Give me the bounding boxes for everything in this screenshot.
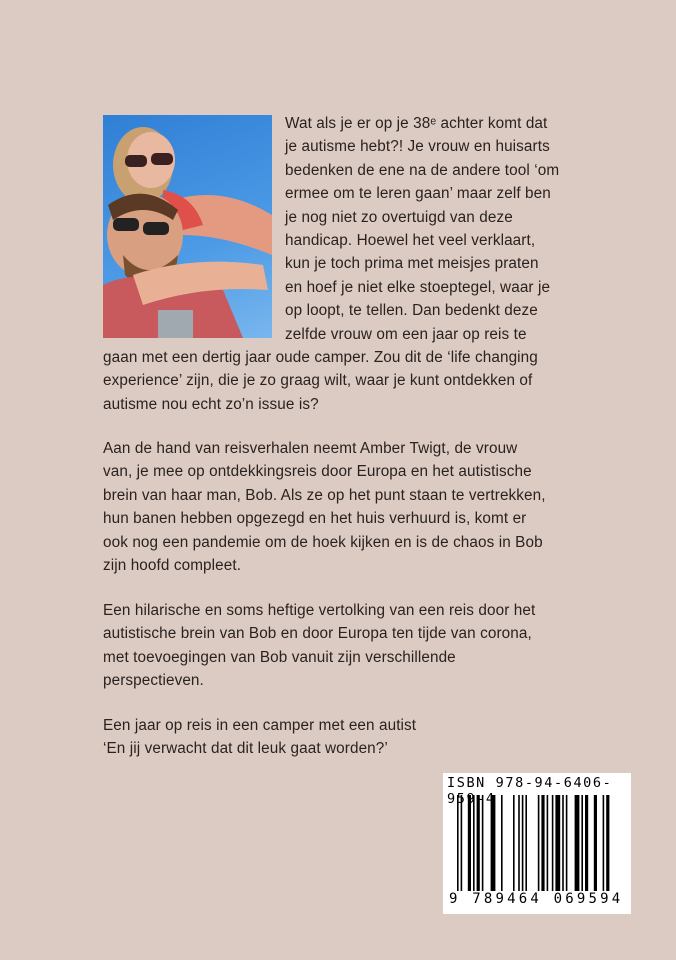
barcode-bar — [473, 795, 475, 893]
text-line: autistische brein van Bob en door Europa ten tijde van corona, — [103, 625, 532, 643]
barcode-bar — [552, 795, 554, 893]
barcode-bar — [547, 795, 549, 893]
barcode-bar — [585, 795, 588, 893]
barcode-bar — [603, 795, 605, 893]
barcode-bar — [491, 795, 496, 893]
text-line: Wat als je er op je 38ᵉ achter komt dat — [285, 115, 548, 132]
text-line: kun je toch prima met meisjes praten — [285, 255, 539, 273]
barcode-bar — [594, 795, 597, 893]
text-line: ook nog een pandemie om de hoek kijken en is de chaos in Bob — [103, 533, 543, 551]
text-line: en hoef je niet elke stoeptegel, waar je — [285, 278, 551, 296]
barcode-bar — [461, 795, 463, 905]
barcode-bar — [457, 795, 459, 905]
barcode-bar — [501, 795, 503, 893]
text-line: Een hilarische en soms heftige vertolking van een reis door het — [103, 602, 536, 619]
text-line: Aan de hand van reisverhalen neemt Amber Twigt, de vrouw — [103, 440, 518, 457]
text-line: perspectieven. — [103, 672, 204, 690]
barcode-bar — [525, 795, 527, 893]
text-line: ‘En jij verwacht dat dit leuk gaat worden?’ — [103, 740, 388, 758]
text-line: zijn hoofd compleet. — [103, 557, 242, 574]
text-line: je nog niet zo overtuigd van deze — [285, 208, 513, 226]
text-line: experience’ zijn, die je zo graag wilt, waar je kunt ontdekken of — [103, 372, 533, 390]
text-line: bedenken de ene na de andere tool ‘om — [285, 161, 560, 179]
text-line: handicap. Hoewel het veel verklaart, — [285, 232, 536, 249]
barcode-bar — [477, 795, 480, 893]
text-line: brein van haar man, Bob. Als ze op het punt staan te vertrekken, — [103, 486, 546, 504]
text-line: je autisme hebt?! Je vrouw en huisarts — [285, 138, 550, 156]
barcode-bar — [541, 795, 544, 893]
isbn-label: ISBN 978-94-6406-959-4 — [447, 775, 613, 807]
barcode-bar — [562, 795, 564, 893]
text-line: gaan met een dertig jaar oude camper. Zou dit de ‘life changing — [103, 349, 538, 366]
barcode-bar — [482, 795, 484, 893]
text-line: Een jaar op reis in een camper met een autist — [103, 717, 417, 734]
barcode-digits: 9 789464 069594 — [449, 891, 624, 907]
barcode-bar — [513, 795, 515, 893]
barcode-bar — [518, 795, 520, 893]
isbn-barcode — [443, 773, 631, 914]
text-line: hun banen hebben opgezegd en het huis verhuurd is, komt er — [103, 510, 527, 528]
barcode-bar — [606, 795, 609, 905]
text-line: autisme nou echt zo’n issue is? — [103, 395, 319, 413]
barcode-bar — [566, 795, 568, 893]
text-line: op loopt, te tellen. Dan bedenkt deze — [285, 302, 538, 320]
barcode-bar — [468, 795, 471, 893]
author-photo — [103, 115, 272, 338]
barcode-bar — [581, 795, 583, 893]
text-line: zelfde vrouw om een jaar op reis te — [285, 325, 527, 343]
barcode-bar — [522, 795, 524, 893]
barcode-bar — [575, 795, 580, 893]
text-line: van, je mee op ontdekkingsreis door Europa en het autistische — [103, 463, 532, 481]
text-line: met toevoegingen van Bob vanuit zijn verschillende — [103, 648, 456, 666]
barcode-bar — [555, 795, 560, 893]
text-line: ermee om te leren gaan’ maar zelf ben — [285, 185, 551, 203]
barcode-bar — [538, 795, 540, 905]
